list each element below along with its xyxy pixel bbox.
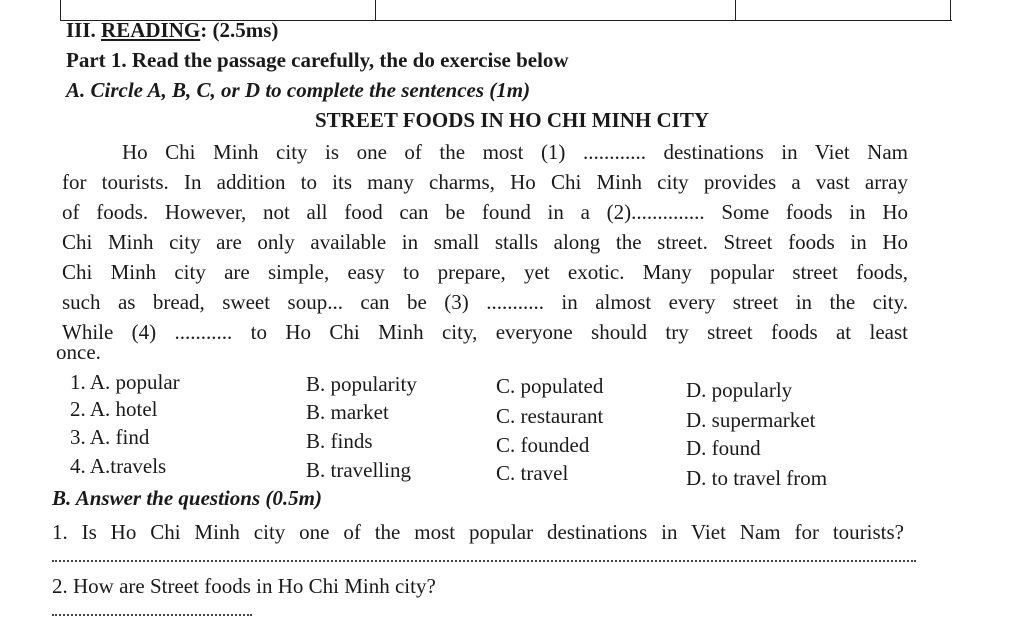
table-divider: [950, 0, 951, 20]
passage-line: for tourists. In addition to its many charms, Ho Chi Minh city provides a vast array: [62, 170, 908, 194]
passage-title: STREET FOODS IN HO CHI MINH CITY: [314, 108, 710, 132]
question-2: 2. How are Street foods in Ho Chi Minh city?: [52, 574, 436, 598]
passage-line: While (4) ........... to Ho Chi Minh city, everyone should try street foods at least: [62, 320, 908, 344]
option-d: D. popularly: [686, 378, 793, 402]
option-a: 1. A. popular: [70, 370, 180, 394]
answer-line-1[interactable]: [52, 560, 916, 562]
option-a: 2. A. hotel: [70, 397, 158, 421]
table-divider: [375, 0, 376, 20]
option-b: B. travelling: [306, 458, 411, 482]
table-divider: [60, 0, 61, 20]
part-heading: Part 1. Read the passage carefully, the do exercise below: [66, 48, 569, 72]
passage-line: Chi Minh city are only available in small stalls along the street. Street foods in Ho: [62, 230, 908, 254]
option-c: C. travel: [496, 461, 569, 485]
passage-line: such as bread, sweet soup... can be (3) ........... in almost every street in the city.: [62, 290, 908, 314]
section-heading: III. READING: (2.5ms): [66, 18, 279, 42]
exercise-a-heading: A. Circle A, B, C, or D to complete the sentences (1m): [66, 78, 531, 102]
answer-line-2[interactable]: [52, 614, 252, 616]
option-b: B. popularity: [306, 372, 417, 396]
option-a: 3. A. find: [70, 425, 150, 449]
passage-line: once.: [56, 340, 101, 364]
option-c: C. populated: [496, 374, 604, 398]
passage-line: Chi Minh city are simple, easy to prepare, yet exotic. Many popular street foods,: [62, 260, 908, 284]
exercise-b-heading: B. Answer the questions (0.5m): [52, 486, 322, 510]
question-1: 1. Is Ho Chi Minh city one of the most popular destinations in Viet Nam for tourists?: [52, 520, 904, 544]
option-a: 4. A.travels: [70, 454, 167, 478]
option-d: D. found: [686, 436, 761, 460]
option-c: C. founded: [496, 433, 590, 457]
option-d: D. to travel from: [686, 466, 828, 490]
table-divider: [735, 0, 736, 20]
option-c: C. restaurant: [496, 404, 604, 428]
option-d: D. supermarket: [686, 408, 816, 432]
passage-line: of foods. However, not all food can be found in a (2).............. Some foods in Ho: [62, 200, 908, 224]
passage-line: Ho Chi Minh city is one of the most (1) ............ destinations in Viet Nam: [122, 140, 908, 164]
option-b: B. finds: [306, 429, 373, 453]
option-b: B. market: [306, 400, 389, 424]
